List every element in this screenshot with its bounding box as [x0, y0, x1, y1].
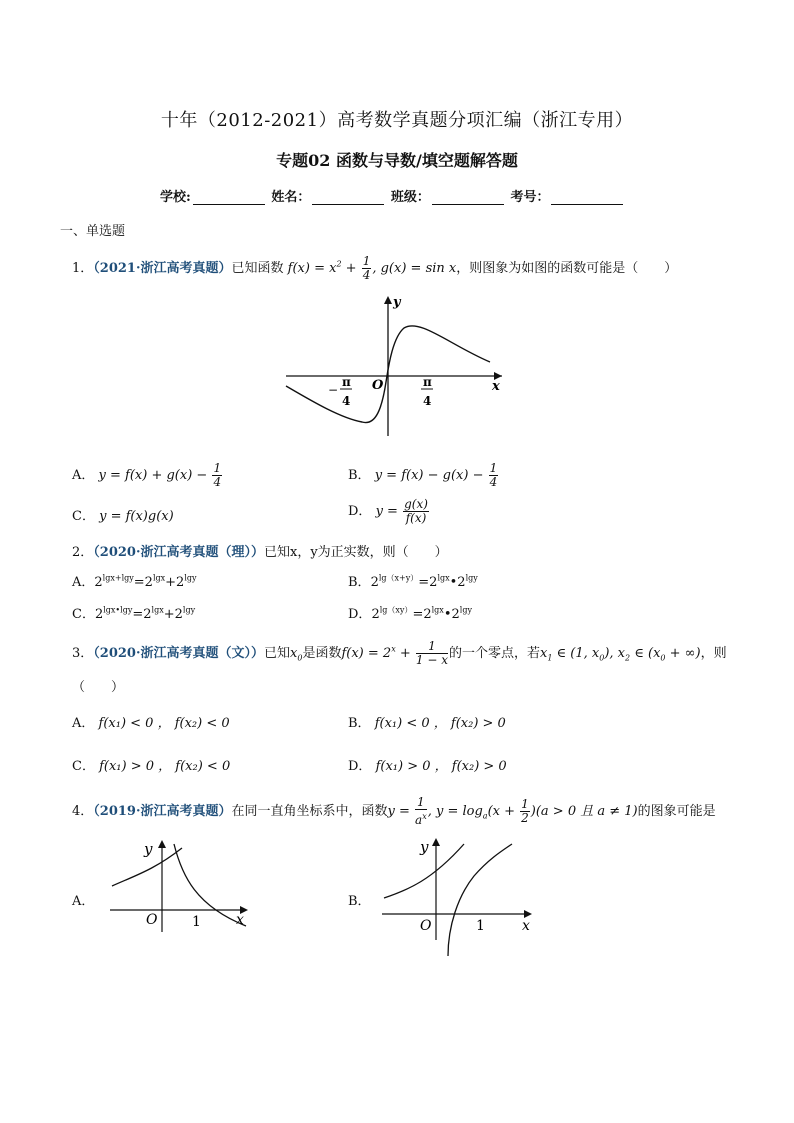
question-3: 3．（2020·浙江高考真题（文））已知$x_0$是函数$f(x) = 2^x$ + $\frac{1}{1 - x}$ 的一个零点，若$x_1$ ∈ (1, $x_0$), $x_2$ ∈ ($x_0$ + ∞)，则 — [72, 639, 727, 667]
x-axis-label: x — [236, 912, 244, 928]
number-blank[interactable] — [551, 192, 623, 205]
option-expr: f(x₁) > 0 ， f(x₂) > 0 — [375, 759, 507, 774]
origin-label: O — [372, 378, 384, 393]
question-4: 4．（2019·浙江高考真题）在同一直角坐标系中，函数y = $\frac{1}{a^x}$ , $y = \log_a(x$ + $\frac{1}{2}$ )(a > 0 且 a ≠ 1)的图象可能是 — [72, 795, 716, 827]
question-text: 已知x，y为正实数，则（ ） — [264, 545, 448, 560]
q1-option-c[interactable]: C． y = f(x)g(x) — [72, 509, 174, 524]
x-axis-label: x — [522, 918, 530, 934]
question-source: （2019·浙江高考真题） — [93, 804, 232, 819]
q4-option-a-label[interactable]: A． — [72, 894, 95, 909]
option-label: A． — [72, 575, 95, 590]
question-text: 的一个零点，若 — [448, 646, 540, 661]
q2-option-b[interactable]: B．$2^{lg(x+y)}=2^{lgx}•2^{lgy}$ — [348, 573, 478, 590]
class-label: 班级： — [390, 190, 430, 205]
q2-option-d[interactable]: D．$2^{lg(xy)}=2^{lgx}•2^{lgy}$ — [348, 605, 472, 622]
tick-neg-pi: π — [342, 375, 351, 389]
option-label: A． — [72, 468, 95, 483]
option-expr: f(x₁) < 0 ， f(x₂) > 0 — [374, 716, 506, 731]
option-label: B． — [348, 716, 371, 731]
question-source: （2021·浙江高考真题） — [93, 261, 232, 276]
name-label: 姓名： — [271, 190, 311, 205]
question-text: ，则 — [700, 646, 727, 661]
y-axis-label: y — [144, 840, 153, 858]
q2-option-a[interactable]: A．$2^{lgx+lgy}=2^{lgx}+2^{lgy}$ — [72, 573, 197, 590]
option-label: B． — [348, 575, 371, 590]
tick-pos-four: 4 — [423, 394, 432, 408]
q1-option-d[interactable]: D． y = $\frac{g(x)}{f(x)}$ — [348, 497, 428, 525]
section-heading: 一、单选题 — [60, 224, 126, 239]
option-label: C． — [72, 607, 95, 622]
class-blank[interactable] — [432, 192, 504, 205]
option-expr: f(x₁) < 0 ， f(x₂) < 0 — [98, 716, 230, 731]
q4-option-b-label[interactable]: B． — [348, 894, 371, 909]
tick-neg-four: 4 — [342, 394, 351, 408]
question-text: 是函数 — [302, 646, 342, 661]
question-3-paren: （ ） — [72, 680, 125, 695]
option-label: A． — [72, 716, 95, 731]
origin-label: O — [420, 918, 432, 934]
origin-label: O — [146, 912, 158, 928]
question-1 — [72, 255, 677, 282]
question-number: 3． — [72, 646, 94, 661]
school-blank[interactable] — [193, 192, 265, 205]
tick-neg-sign: − — [328, 383, 339, 397]
q4-graph-b — [378, 836, 538, 960]
option-label: B． — [348, 468, 371, 483]
option-label: D． — [348, 607, 372, 622]
student-info-line — [160, 186, 625, 205]
q3-option-b[interactable] — [348, 712, 506, 731]
q1-option-a[interactable]: A． y = f(x) + g(x) − $\frac{1}{4}$ — [72, 461, 222, 489]
option-expr: f(x₁) > 0 ， f(x₂) < 0 — [99, 759, 231, 774]
page-title: 十年（2012-2021）高考数学真题分项汇编（浙江专用） — [160, 110, 634, 131]
school-label: 学校: — [160, 190, 191, 205]
question-text: 已知函数 — [231, 261, 284, 276]
question-source: （2020·浙江高考真题（文）） — [93, 646, 264, 661]
question-text: ，则图象为如图的函数可能是（ ） — [456, 261, 678, 276]
y-axis-label: y — [420, 838, 429, 856]
q3-option-a[interactable] — [72, 712, 230, 731]
tick-one: 1 — [476, 918, 485, 934]
tick-one: 1 — [192, 914, 201, 930]
question-number: 4． — [72, 804, 94, 819]
q4-graph-a — [104, 836, 254, 936]
option-label: C． — [72, 509, 95, 524]
question-text: 在同一直角坐标系中，函数 — [231, 804, 388, 819]
q3-option-c[interactable] — [72, 755, 230, 774]
q3-option-d[interactable] — [348, 755, 507, 774]
question-2 — [72, 541, 448, 560]
name-blank[interactable] — [312, 192, 384, 205]
option-label: D． — [348, 504, 372, 519]
question-source: （2020·浙江高考真题（理）） — [93, 545, 264, 560]
y-axis-label: y — [393, 295, 401, 310]
option-label: C． — [72, 759, 95, 774]
question-text: 的图象可能是 — [637, 804, 716, 819]
q2-option-c[interactable]: C．$2^{lgx•lgy}=2^{lgx}+2^{lgy}$ — [72, 605, 196, 622]
x-axis-label: x — [492, 379, 500, 394]
option-label: D． — [348, 759, 372, 774]
question-number: 2． — [72, 545, 94, 560]
q1-graph — [280, 290, 510, 440]
formula: $f(x) = x^2$ + $\frac{1}{4}$ , g(x) = sin x — [287, 254, 457, 282]
number-label: 考号： — [510, 190, 550, 205]
tick-pos-pi: π — [423, 375, 432, 389]
page-subtitle: 专题02 函数与导数/填空题解答题 — [276, 151, 518, 170]
q1-option-b[interactable]: B． y = f(x) − g(x) − $\frac{1}{4}$ — [348, 461, 498, 489]
question-text: 已知 — [264, 646, 291, 661]
question-number: 1． — [72, 261, 94, 276]
